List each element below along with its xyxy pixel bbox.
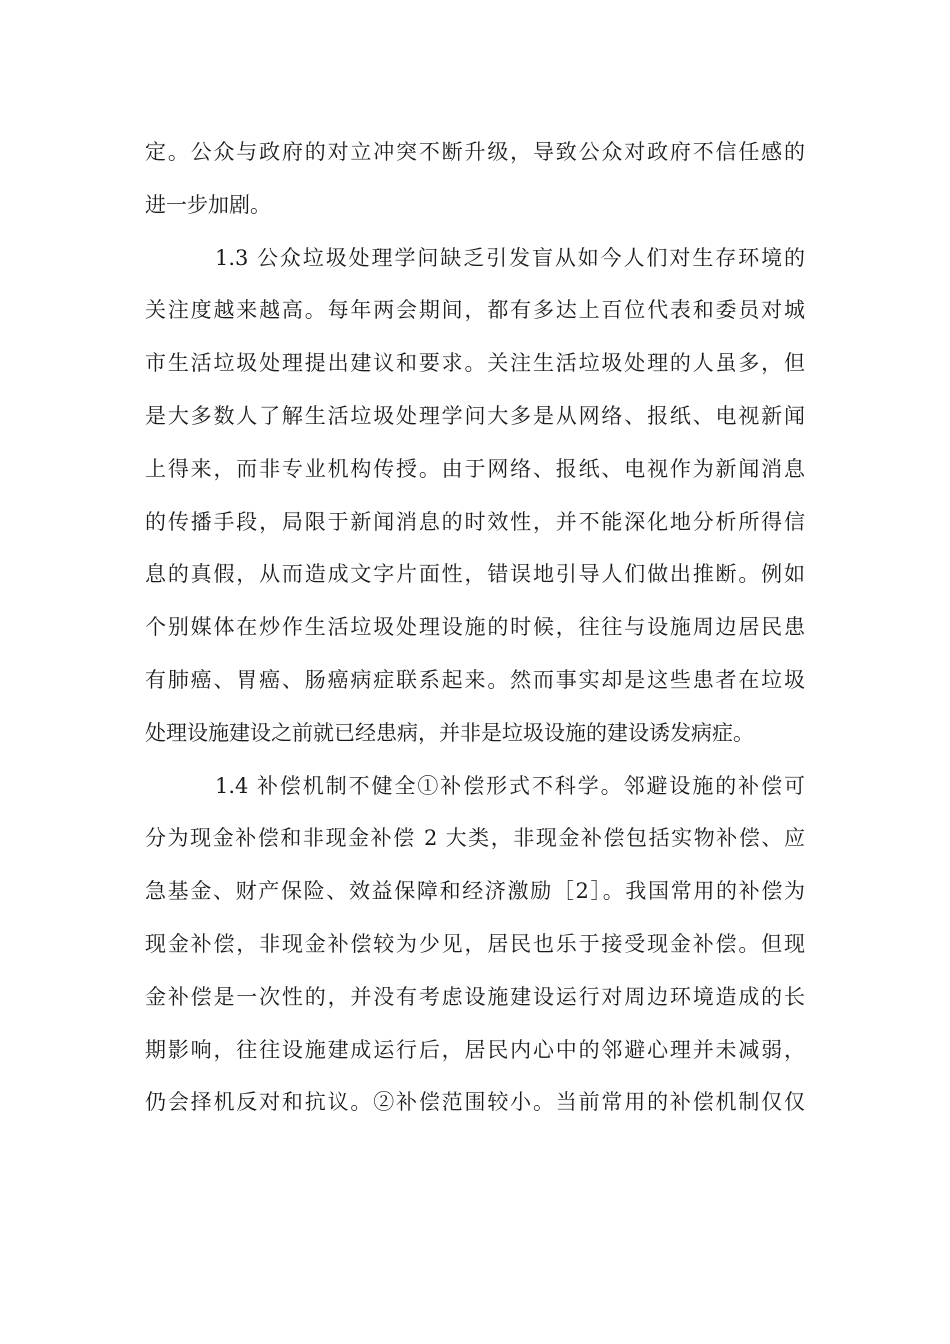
text-line: 上得来，而非专业机构传授。由于网络、报纸、电视作为新闻消息 (145, 456, 805, 481)
text-line: 进一步加剧。 (145, 192, 271, 217)
section-heading-line: 1.3 公众垃圾处理学问缺乏引发盲从如今人们对生存环境的 (215, 245, 805, 270)
text-line: 市生活垃圾处理提出建议和要求。关注生活垃圾处理的人虽多，但 (145, 351, 805, 376)
text-line: 仍会择机反对和抗议。②补偿范围较小。当前常用的补偿机制仅仅 (145, 1090, 805, 1115)
section-heading-line: 1.4 补偿机制不健全①补偿形式不科学。邻避设施的补偿可 (215, 773, 805, 798)
text-line: 息的真假，从而造成文字片面性，错误地引导人们做出推断。例如 (145, 562, 805, 587)
text-line: 现金补偿，非现金补偿较为少见，居民也乐于接受现金补偿。但现 (145, 931, 805, 956)
text-line: 处理设施建设之前就已经患病，并非是垃圾设施的建设诱发病症。 (145, 720, 754, 745)
text-line: 定。公众与政府的对立冲突不断升级，导致公众对政府不信任感的 (145, 140, 805, 164)
text-line: 急基金、财产保险、效益保障和经济激励［2］。我国常用的补偿为 (145, 879, 805, 904)
text-line: 分为现金补偿和非现金补偿 2 大类，非现金补偿包括实物补偿、应 (145, 826, 805, 851)
text-line: 金补偿是一次性的，并没有考虑设施建设运行对周边环境造成的长 (145, 984, 805, 1009)
body-text (145, 126, 805, 1129)
text-line: 是大多数人了解生活垃圾处理学问大多是从网络、报纸、电视新闻 (145, 403, 805, 428)
text-line: 有肺癌、胃癌、肠癌病症联系起来。然而事实却是这些患者在垃圾 (145, 667, 805, 692)
text-line: 的传播手段，局限于新闻消息的时效性，并不能深化地分析所得信 (145, 509, 805, 534)
text-line: 个别媒体在炒作生活垃圾处理设施的时候，往往与设施周边居民患 (145, 615, 805, 640)
text-line: 期影响，往往设施建成运行后，居民内心中的邻避心理并未减弱， (145, 1037, 805, 1062)
text-line: 关注度越来越高。每年两会期间，都有多达上百位代表和委员对城 (145, 298, 805, 323)
